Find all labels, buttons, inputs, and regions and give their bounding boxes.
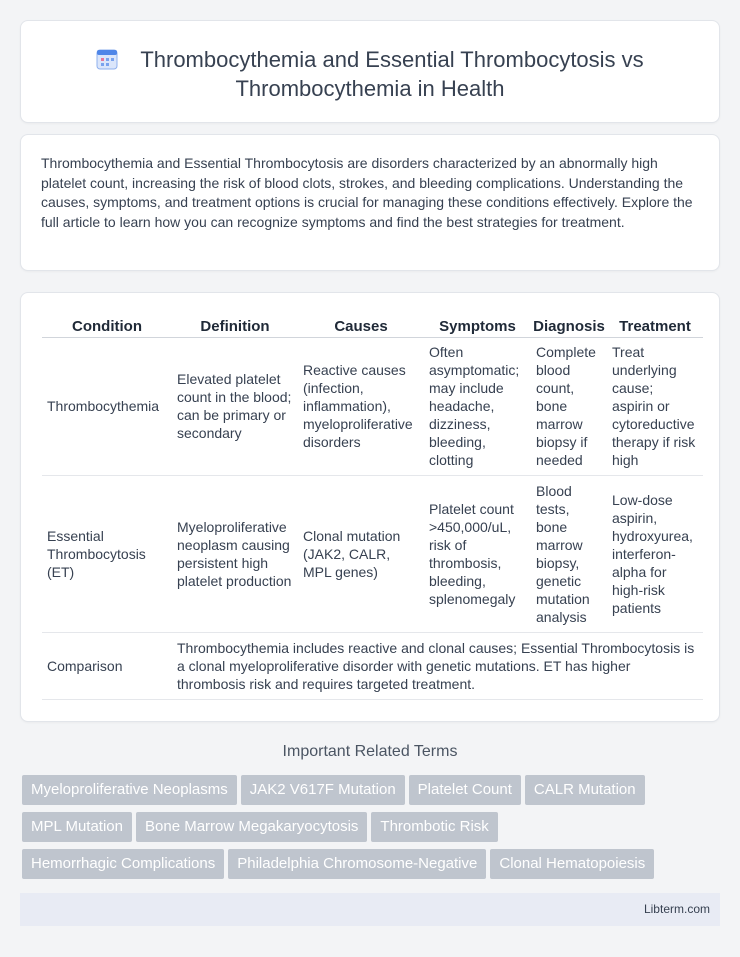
table-cell: Thrombocythemia xyxy=(42,337,172,475)
header-card xyxy=(20,20,720,123)
table-row-comparison xyxy=(42,632,703,699)
intro-card xyxy=(20,134,720,271)
related-term-tag[interactable]: JAK2 V617F Mutation xyxy=(241,775,405,805)
related-term-tag[interactable]: Platelet Count xyxy=(409,775,521,805)
tag-row xyxy=(22,849,722,886)
table-cell: Complete blood count, bone marrow biopsy if needed xyxy=(531,337,607,475)
related-terms-title: Important Related Terms xyxy=(282,743,458,760)
table-row xyxy=(42,475,703,632)
table-cell: Essential Thrombocytosis (ET) xyxy=(42,475,172,632)
header-cell: Treatment xyxy=(607,315,703,337)
related-term-tag[interactable]: Bone Marrow Megakaryocytosis xyxy=(136,812,367,842)
related-term-tag[interactable]: MPL Mutation xyxy=(22,812,132,842)
related-term-tag[interactable]: Thrombotic Risk xyxy=(371,812,497,842)
table-cell: Reactive causes (infection, inflammation), myeloproliferative disorders xyxy=(298,337,424,475)
header-cell: Diagnosis xyxy=(531,315,607,337)
table-card xyxy=(20,292,720,722)
page-title: Thrombocythemia and Essential Thrombocytosis vs Thrombocythemia in Health xyxy=(140,47,644,101)
comparison-table xyxy=(42,315,703,700)
table-header-row xyxy=(42,315,703,337)
table-cell: Often asymptomatic; may include headache, dizziness, bleeding, clotting xyxy=(424,337,531,475)
tag-row xyxy=(22,775,722,812)
footer-bar xyxy=(20,893,720,926)
header-cell: Symptoms xyxy=(424,315,531,337)
related-term-tag[interactable]: Philadelphia Chromosome-Negative xyxy=(228,849,486,879)
table-cell: Blood tests, bone marrow biopsy, genetic mutation analysis xyxy=(531,475,607,632)
related-term-tag[interactable]: Clonal Hematopoiesis xyxy=(490,849,654,879)
table-cell: Myeloproliferative neoplasm causing persistent high platelet production xyxy=(172,475,298,632)
table-cell: Clonal mutation (JAK2, CALR, MPL genes) xyxy=(298,475,424,632)
table-cell: Low-dose aspirin, hydroxyurea, interferon-alpha for high-risk patients xyxy=(607,475,703,632)
header-cell: Definition xyxy=(172,315,298,337)
table-cell: Treat underlying cause; aspirin or cytoreductive therapy if risk high xyxy=(607,337,703,475)
tag-row xyxy=(22,812,722,849)
comparison-label: Comparison xyxy=(42,632,172,699)
calendar-icon xyxy=(96,48,118,70)
header-cell: Causes xyxy=(298,315,424,337)
table-cell: Platelet count >450,000/uL, risk of thrombosis, bleeding, splenomegaly xyxy=(424,475,531,632)
related-term-tag[interactable]: Hemorrhagic Complications xyxy=(22,849,224,879)
comparison-text: Thrombocythemia includes reactive and clonal causes; Essential Thrombocytosis is a clonal myeloproliferative disorder with genetic mutations. ET has higher thrombosis risk and requires targeted treatment. xyxy=(172,632,703,699)
footer-brand-link[interactable]: Libterm.com xyxy=(643,902,710,916)
header-cell: Condition xyxy=(42,315,172,337)
related-term-tag[interactable]: Myeloproliferative Neoplasms xyxy=(22,775,237,805)
page-title-wrap xyxy=(21,45,719,103)
related-terms-list xyxy=(22,775,722,886)
intro-text: Thrombocythemia and Essential Thrombocytosis are disorders characterized by an abnormally high platelet count, increasing the risk of blood clots, strokes, and bleeding complications. Understanding the causes, symptoms, and treatment options is crucial for managing these conditions effectively. Explore the full article to learn how you can recognize symptoms and find the best strategies for treatment. xyxy=(41,155,693,230)
table-cell: Elevated platelet count in the blood; can be primary or secondary xyxy=(172,337,298,475)
related-term-tag[interactable]: CALR Mutation xyxy=(525,775,645,805)
table-row xyxy=(42,337,703,475)
